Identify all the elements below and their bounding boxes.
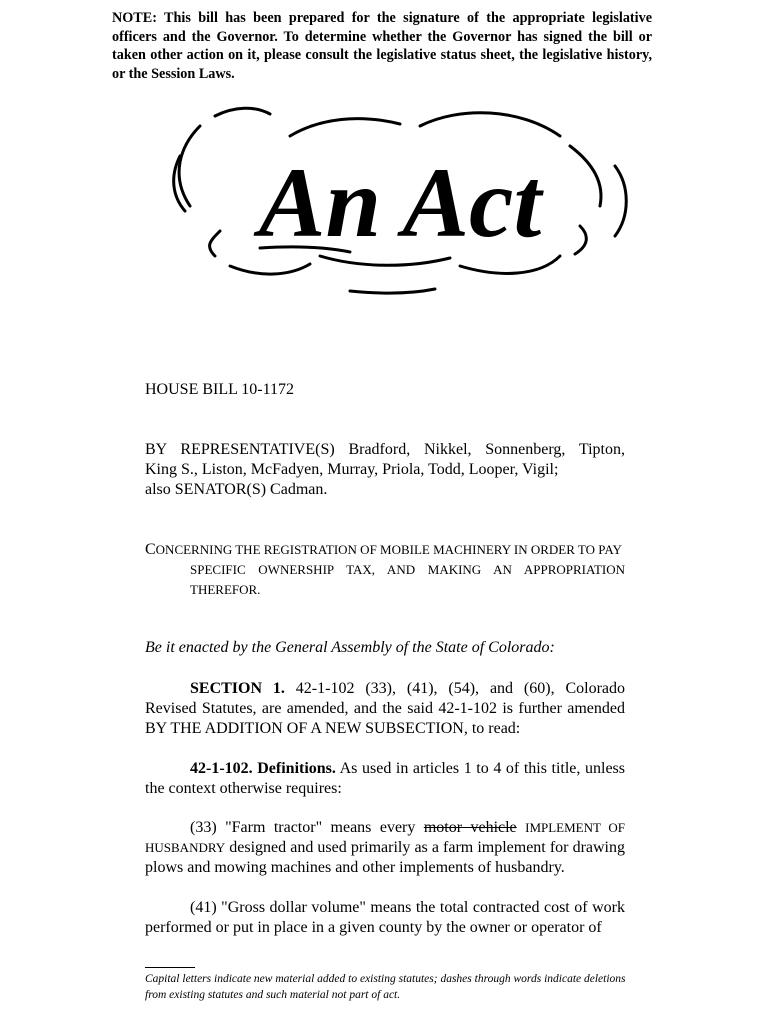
subsection-41-text: (41) "Gross dollar volume" means the total contracted cost of work performed or put in place in a given county by the owner or operator of bbox=[145, 899, 625, 936]
an-act-logo bbox=[160, 96, 640, 296]
subsection-33 bbox=[145, 818, 625, 878]
signature-note: NOTE: This bill has been prepared for the signature of the appropriate legislative officers and the Governor. To determine whether the Governor has signed the bill or taken other action on it, please consult the legislative status sheet, the legislative history, or the Session Laws. bbox=[112, 10, 652, 82]
bill-title-line-3: THEREFOR. bbox=[190, 582, 261, 597]
footnote: Capital letters indicate new material added to existing statutes; dashes through words indicate deletions from existing statutes and such material not part of act. bbox=[145, 973, 626, 1001]
enacting-clause: Be it enacted by the General Assembly of the State of Colorado: bbox=[145, 639, 555, 656]
sponsors-line-1: BY REPRESENTATIVE(S) Bradford, Nikkel, Sonnenberg, Tipton, bbox=[145, 441, 625, 458]
sponsors-line-2: King S., Liston, McFadyen, Murray, Priola, Todd, Looper, Vigil; bbox=[145, 461, 559, 478]
footnote-divider bbox=[145, 967, 195, 968]
bill-number: HOUSE BILL 10-1172 bbox=[145, 381, 295, 398]
section-1 bbox=[145, 679, 625, 739]
definitions-section bbox=[145, 759, 625, 799]
inserted-text-2: HUSBANDRY bbox=[145, 840, 226, 855]
bill-title-line-2: SPECIFIC OWNERSHIP TAX, AND MAKING AN APPROPRIATION bbox=[190, 562, 625, 577]
inserted-text-1: IMPLEMENT OF bbox=[525, 820, 626, 835]
definitions-text: As used in articles 1 to 4 of this title, unless the context otherwise requires: bbox=[145, 760, 625, 797]
subsection-33-rest: designed and used primarily as a farm implement for drawing plows and mowing machines and other implements of husbandry. bbox=[145, 839, 626, 876]
struck-text: motor vehicle bbox=[423, 819, 517, 836]
subsection-33-lead: (33) "Farm tractor" means every bbox=[190, 819, 416, 836]
definitions-heading: 42-1-102. Definitions. bbox=[190, 760, 336, 777]
sponsors bbox=[145, 440, 625, 500]
bill-title-line-1: ONCERNING THE REGISTRATION OF MOBILE MACHINERY IN ORDER TO PAY bbox=[155, 542, 622, 557]
subsection-41 bbox=[145, 898, 625, 938]
sponsors-line-3: also SENATOR(S) Cadman. bbox=[145, 481, 328, 498]
bill-title-initial: C bbox=[145, 541, 156, 558]
logo-text: An Act bbox=[258, 147, 542, 258]
bill-title bbox=[145, 540, 625, 600]
section-1-heading: SECTION 1. bbox=[190, 680, 285, 697]
section-1-text: 42-1-102 (33), (41), (54), and (60), Colorado Revised Statutes, are amended, and the said 42-1-102 is further amended BY THE ADDITION OF A NEW SUBSECTION, to read: bbox=[145, 680, 625, 737]
